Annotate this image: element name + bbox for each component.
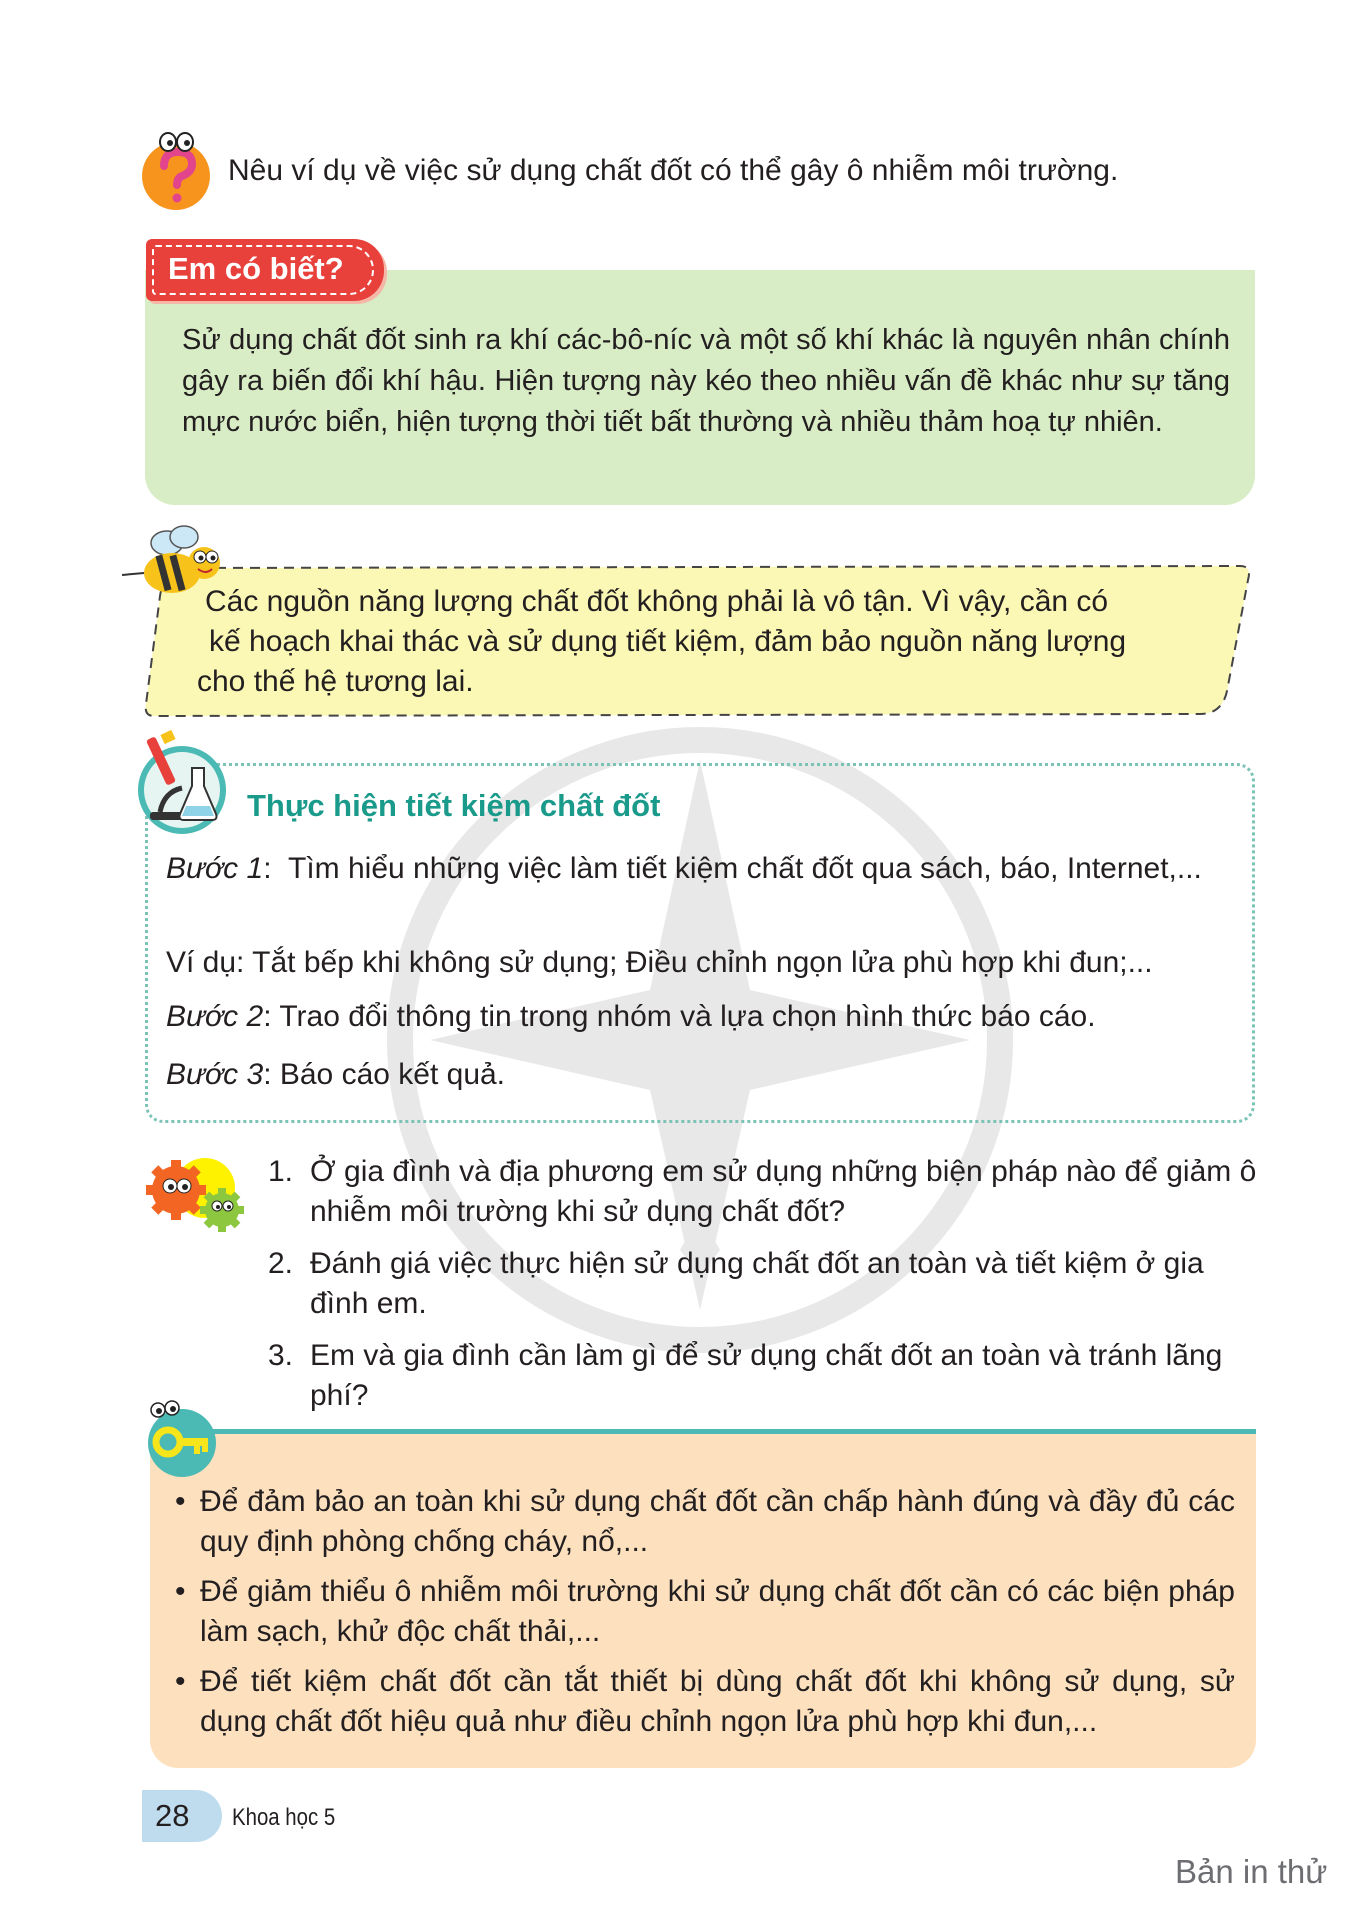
print-proof-label: Bản in thử <box>1175 1853 1328 1890</box>
did-you-know-title: Em có biết? <box>168 251 344 286</box>
note-text <box>197 582 1245 702</box>
question-item-2: 2. Đánh giá việc thực hiện sử dụng chất đốt an toàn và tiết kiệm ở gia đình em. <box>268 1247 1204 1320</box>
step-2-text: Trao đổi thông tin trong nhóm và lựa chọn hình thức báo cáo. <box>279 1000 1096 1033</box>
step-2-label: Bước 2 <box>166 1000 264 1033</box>
step-3: Bước 3: Báo cáo kết quả. <box>166 1058 506 1091</box>
step-1-text: Tìm hiểu những việc làm tiết kiệm chất đốt qua sách, báo, Internet,... <box>288 852 1202 885</box>
summary-divider <box>195 1429 1256 1434</box>
question-item-1: 1. Ở gia đình và địa phương em sử dụng những biện pháp nào để giảm ô nhiễm môi trường khi sử dụng chất đốt? <box>268 1155 1257 1228</box>
note-line-1: Các nguồn năng lượng chất đốt không phải là vô tận. Vì vậy, cần có <box>205 585 1109 618</box>
summary-item-1: • Để đảm bảo an toàn khi sử dụng chất đốt cần chấp hành đúng và đầy đủ các quy định phòng chống cháy, nổ,... <box>175 1485 1235 1558</box>
step-1: Bước 1: Tìm hiểu những việc làm tiết kiệm chất đốt qua sách, báo, Internet,... <box>166 848 1242 890</box>
gears-mascot-icon <box>140 1150 260 1240</box>
step-3-text: Báo cáo kết quả. <box>279 1058 506 1091</box>
book-title: Khoa học 5 <box>232 1804 336 1831</box>
question-mark-mascot-icon <box>140 130 212 212</box>
note-line-2: kế hoạch khai thác và sử dụng tiết kiệm, đảm bảo nguồn năng lượng <box>209 625 1127 658</box>
summary-item-3: • Để tiết kiệm chất đốt cần tắt thiết bị dùng chất đốt khi không sử dụng, sử dụng chất đốt hiệu quả như điều chỉnh ngọn lửa phù hợp khi đun,... <box>175 1665 1235 1738</box>
summary-list <box>175 1482 1235 1752</box>
microscope-flask-icon <box>132 728 232 838</box>
example-text: Ví dụ: Tắt bếp khi không sử dụng; Điều chỉnh ngọn lửa phù hợp khi đun;... <box>166 946 1153 979</box>
summary-item-2: • Để giảm thiểu ô nhiễm môi trường khi sử dụng chất đốt cần có các biện pháp làm sạch, khử độc chất thải,... <box>175 1575 1235 1648</box>
question-item-3: 3. Em và gia đình cần làm gì để sử dụng chất đốt an toàn và tránh lãng phí? <box>268 1339 1223 1412</box>
step-2: Bước 2: Trao đổi thông tin trong nhóm và lựa chọn hình thức báo cáo. <box>166 1000 1096 1033</box>
note-line-3: cho thế hệ tương lai. <box>197 665 474 698</box>
key-mascot-icon <box>140 1398 222 1480</box>
review-questions <box>268 1152 1258 1428</box>
step-1-label: Bước 1 <box>166 852 264 885</box>
step-3-label: Bước 3 <box>166 1058 264 1091</box>
page-number: 28 <box>155 1798 190 1833</box>
did-you-know-text: Sử dụng chất đốt sinh ra khí các-bô-níc và một số khí khác là nguyên nhân chính gây ra biến đổi khí hậu. Hiện tượng này kéo theo nhiều vấn đề khác như sự tăng mực nước biển, hiện tượng thời tiết bất thường và nhiều thảm hoạ tự nhiên. <box>182 324 1230 438</box>
question-text: Nêu ví dụ về việc sử dụng chất đốt có thể gây ô nhiễm môi trường. <box>228 154 1119 187</box>
practice-title: Thực hiện tiết kiệm chất đốt <box>247 788 661 823</box>
